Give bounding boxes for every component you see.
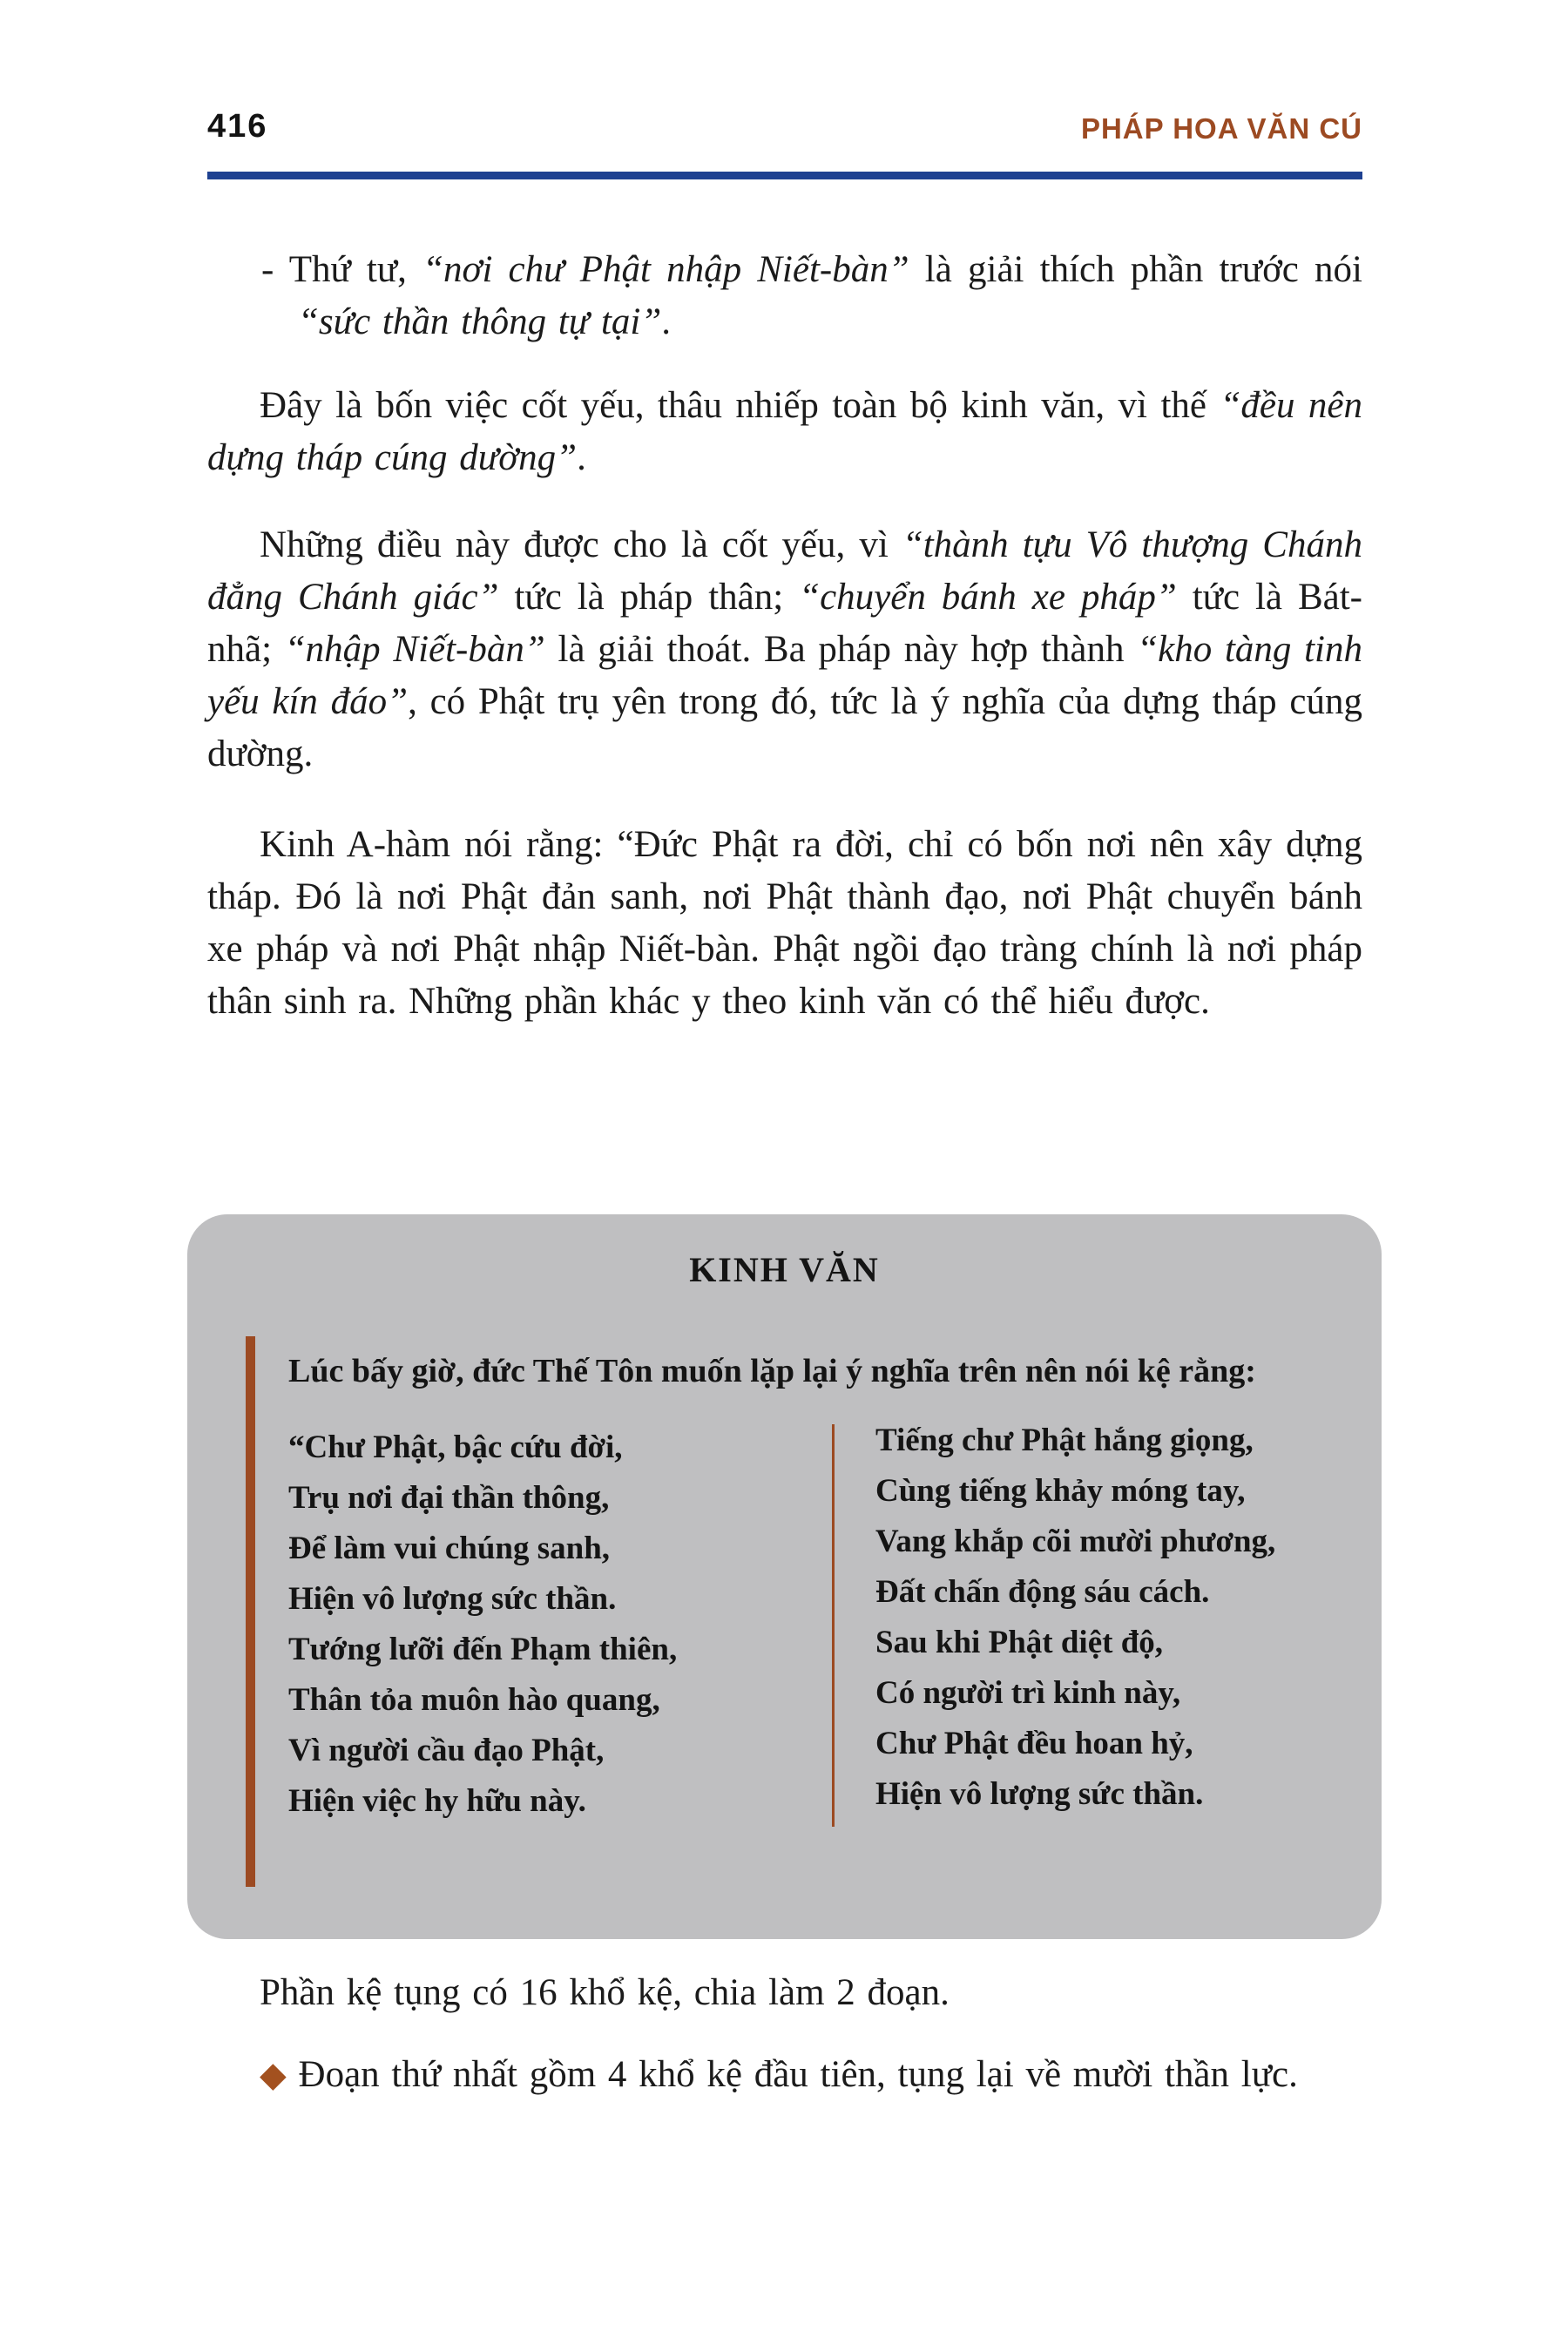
verse-line: “Chư Phật, bậc cứu đời, [288, 1429, 623, 1465]
text-run-italic: “thành tựu Vô thượng Chánh đẳng Chánh giác” [207, 524, 1362, 618]
kinh-van-box [187, 1214, 1382, 1939]
text-run: . [577, 437, 586, 478]
paragraph-phan-ke-tung: Phần kệ tụng có 16 khổ kệ, chia làm 2 đoạn. [260, 1972, 950, 2013]
verse-line: Đất chấn động sáu cách. [875, 1574, 1210, 1610]
paragraph-thu-tu [261, 244, 1362, 348]
text-run: Đoạn thứ nhất gồm 4 khổ kệ đầu tiên, tụng lại về mười thần lực. [298, 2054, 1298, 2095]
kinh-van-intro: Lúc bấy giờ, đức Thế Tôn muốn lặp lại ý nghĩa trên nên nói kệ rằng: [288, 1353, 1256, 1389]
verse-line: Vì người cầu đạo Phật, [288, 1733, 605, 1768]
text-run: , có Phật trụ yên trong đó, tức là ý nghĩa của dựng tháp cúng dường. [207, 681, 1362, 774]
verse-line: Sau khi Phật diệt độ, [875, 1625, 1164, 1660]
text-run-italic: “kho tàng tinh yếu kín đáo” [207, 629, 1362, 722]
verse-line: Tướng lưỡi đến Phạm thiên, [288, 1632, 678, 1667]
text-run: . [661, 301, 672, 342]
text-run: Những điều này được cho là cốt yếu, vì [260, 524, 902, 565]
verse-line: Để làm vui chúng sanh, [288, 1531, 611, 1566]
text-run: là giải thích phần trước nói [909, 249, 1362, 290]
text-run-italic: “chuyển bánh xe pháp” [799, 577, 1177, 618]
verse-line: Thân tỏa muôn hào quang, [288, 1682, 660, 1718]
diamond-bullet-icon: ◆ [260, 2055, 287, 2094]
verse-right-column [875, 1416, 1275, 1820]
paragraph-kinh-a-ham [207, 819, 1362, 1028]
text-run: Kinh A-hàm nói rằng: “Đức Phật ra đời, chỉ có bốn nơi nên xây dựng tháp. Đó là nơi Phật đản sanh, nơi Phật thành đạo, nơi Phật chuyển bánh xe pháp và nơi Phật nhập Niết-bàn. Phật ngồi đạo tràng chính là nơi pháp thân sinh ra. Những phần khác y theo kinh văn có thể hiểu được. [207, 824, 1362, 1022]
verse-column-divider [832, 1424, 835, 1827]
text-run: là giải thoát. Ba pháp này hợp thành [544, 629, 1138, 670]
verse-line: Hiện vô lượng sức thần. [288, 1581, 617, 1617]
paragraph-doan-thu-nhat [207, 2049, 1362, 2101]
verse-line: Có người trì kinh này, [875, 1675, 1181, 1711]
verse-line: Trụ nơi đại thần thông, [288, 1480, 610, 1516]
paragraph-nhung-dieu [207, 519, 1362, 781]
verse-line: Chư Phật đều hoan hỷ, [875, 1726, 1193, 1761]
kinh-van-title: KINH VĂN [689, 1250, 880, 1289]
text-run [287, 2054, 299, 2095]
text-run: tức là pháp thân; [498, 577, 800, 618]
verse-line: Hiện việc hy hữu này. [288, 1783, 586, 1819]
page-number: 416 [207, 108, 268, 145]
verse-line: Hiện vô lượng sức thần. [875, 1776, 1204, 1812]
verse-line: Vang khắp cõi mười phương, [875, 1524, 1276, 1559]
text-run-italic: “nhập Niết-bàn” [284, 629, 545, 670]
text-run: tức là Bát-nhã; [207, 577, 1362, 670]
header-rule [207, 172, 1362, 179]
verse-left-column [288, 1423, 802, 1827]
text-run: Đây là bốn việc cốt yếu, thâu nhiếp toàn bộ kinh văn, vì thế [260, 385, 1220, 426]
page-header [207, 110, 1362, 143]
running-head-title: PHÁP HOA VĂN CÚ [1080, 112, 1362, 145]
text-run: - Thứ tư, [261, 249, 423, 290]
verse-block [187, 1423, 1382, 1827]
body-text [207, 220, 1362, 1028]
verse-line: Cùng tiếng khảy móng tay, [875, 1473, 1246, 1509]
paragraph-day-la [207, 380, 1362, 484]
text-run-italic: “sức thần thông tự tại” [298, 301, 662, 342]
text-run-italic: “đều nên dựng tháp cúng dường” [207, 385, 1362, 478]
text-run-italic: “nơi chư Phật nhập Niết-bàn” [422, 249, 909, 290]
verse-line: Tiếng chư Phật hắng giọng, [875, 1423, 1254, 1458]
closing-text [207, 1967, 1362, 2101]
